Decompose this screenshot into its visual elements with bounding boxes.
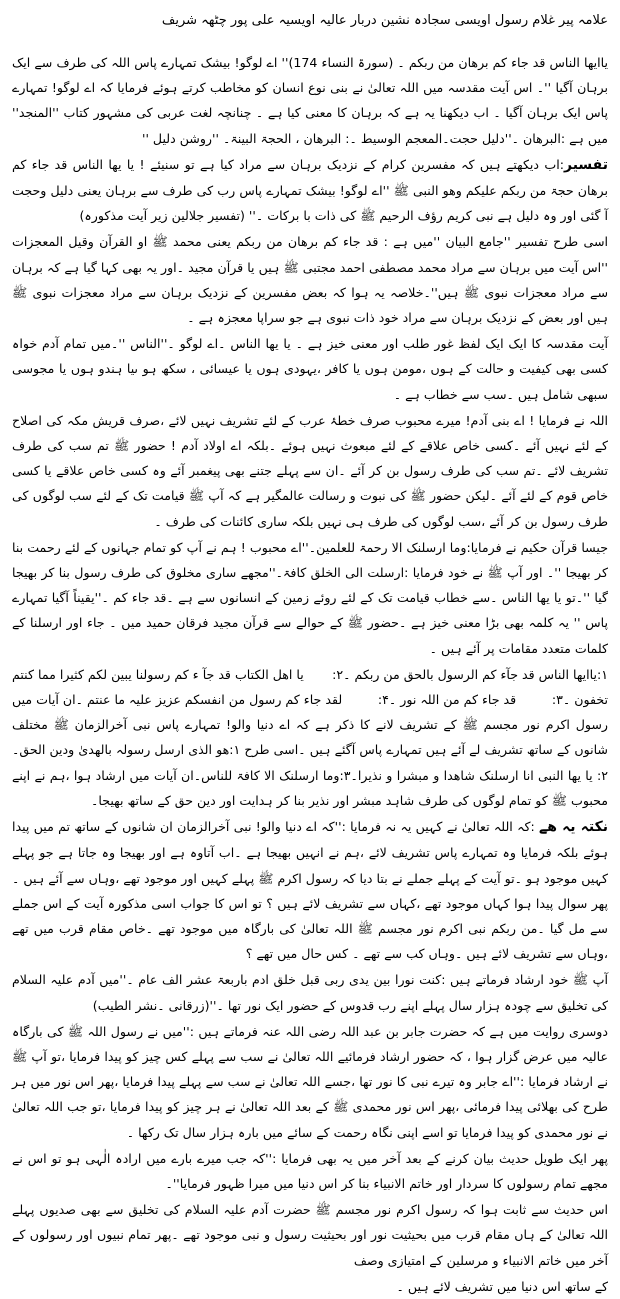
paragraph: تفسیر:اب دیکھتے ہیں کہ مفسرین کرام کے نزدیک برہان سے مراد کیا ہے تو سنیئے ! یا یھا الناس قد جاء کم برھان حجۃ من ربکم علیکم وھو النبی ﷺ ''اے لوگو! بیشک تمہارے پاس رب کی طرف سے برہان یعنی دلیل وحجت آ گئی اور وہ دلیل ہے نبی کریم رؤف الرحیم ﷺ کی ذات با برکات ۔'' (تفسیر جلالین زیر آیت مذکورہ) xyxy=(12,156,608,224)
verse-item: ۱:یاایھا الناس قد جآء کم الرسول بالحق من ربکم ۔۲: xyxy=(332,666,608,682)
paragraph: رسول اکرم نور مجسم ﷺ کے تشریف لانے کا ذکر ہے کہ اے دنیا والو! تمہارے پاس نبی آخرالزمان ﷺ مختلف شانوں کے ساتھ تشریف لے آئے ہیں تمہارے پاس آگئے ہیں ۔اسی طرح ۱:ھو الذی ارسل رسولہ بالھدیٰ ودین الحق۔۲: یا یھا النبی انا ارسلنک شاھدا و مبشرا و نذیرا۔۳:وما ارسلنک الا کافۃ للناس۔ان آیات میں ارشاد ہوا ،ہم نے اپنے محبوب ﷺ کو تمام لوگوں کی طرف شاہد مبشر اور نذیر بنا کر ہدایت اور دین حق کے ساتھ بھیجا۔ xyxy=(12,717,608,808)
paragraph: نکتہ یہ ھے :کہ اللہ تعالیٰ نے کہیں یہ نہ فرمایا :''کہ اے دنیا والو! نبی آخرالزمان ان شانوں کے ساتھ تم میں پیدا ہوئے بلکہ فرمایا وہ تمہارے پاس تشریف لائے ،ہم نے انہیں بھیجا ہے ۔اب آتاوہ ہے اور بھیجا وہ جاتا ہے جو پہلے کہیں موجود ہو ۔تو آیت کے پہلے جملے نے بتا دیا کہ رسول اکرم ﷺ پہلے کہیں اور موجود تھے ،وہاں سے آئے ہیں ۔پھر سوال پیدا ہوا کہاں موجود تھے ،کہاں سے تشریف لائے ہیں ؟ تو اس کا جواب اسی مذکورہ آیت کے اس جملے سے مل گیا ۔من ربکم نبی اکرم نور مجسم ﷺ اللہ تعالیٰ کی بارگاہ میں موجود تھے ۔خاص مقام قرب میں تھے ،وہاں سے تشریف لائے ہیں ۔وہاں کب سے تھے ۔ کس حال میں تھے ؟ xyxy=(12,819,609,962)
verse-item: یا اھل الکتاب قد جآ ء کم رسولنا یبین لکم کثیرا مما کنتم xyxy=(12,666,304,682)
author-heading: علامہ پیر غلام رسول اویسی سجادہ نشین دربار عالیہ اویسیہ علی پور چٹھہ شریف xyxy=(161,13,608,28)
paragraph: پھر ایک طویل حدیث بیان کرنے کے بعد آخر میں یہ بھی فرمایا :''کہ جب میرے بارے میں ارادہ الٰہی ہو تو اس نے مجھے تمام رسولوں کا سردار اور خاتم الانبیاء بنا کر اس دنیا میں میرا ظہور فرمایا''۔ xyxy=(12,1150,608,1191)
paragraph: جیسا قرآن حکیم نے فرمایا:وما ارسلنک الا رحمۃ للعلمین۔''اے محبوب ! ہم نے آپ کو تمام جہانوں کے لئے رحمت بنا کر بھیجا ''۔ اور آپ ﷺ نے خود فرمایا :ارسلت الی الخلق کافۃ۔''مجھے ساری مخلوق کی طرف رسول بنا کر بھیجا گیا ''۔تو یا یھا الناس ۔سے خطاب قیامت تک کے لئے روئے زمین کے انسانوں سے ہے ۔قد جاء کم ۔''یقیناً آگیا تمہارے پاس '' یہ کلمہ بھی بڑا معنی خیز ہے ۔حضور ﷺ کے حوالے سے قرآن مجید فرقان حمید میں ۔ جاء اور ارسلنا کے کلمات متعدد مقامات پر آئے ہیں ۔ xyxy=(12,539,608,656)
verse-list-row xyxy=(12,662,608,687)
verse-list-row xyxy=(12,687,608,712)
paragraph: اس حدیث سے ثابت ہوا کہ رسول اکرم نور مجسم ﷺ حضرت آدم علیہ السلام کی تخلیق سے بھی صدیوں پہلے اللہ تعالیٰ کے ہاں مقام قرب میں بحیثیت نور اور بحیثیت رسول و نبی موجود تھے ۔پھر تمام نبیوں اور رسولوں کے آخر میں خاتم الانبیاء و مرسلین کے امتیازی وصف xyxy=(12,1202,608,1268)
verse-item: تخفون ۔۳: xyxy=(551,692,608,708)
paragraph: اسی طرح تفسیر ''جامع البیان ''میں ہے : قد جاء کم برھان من ربکم یعنی محمد ﷺ او القرآن وقیل المعجزات ''اس آیت میں برہان سے مراد محمد مصطفی احمد مجتبی ﷺ ہیں یا قرآن مجید ۔اور یہ بھی کہا گیا ہے کہ برہان سے مراد معجزات نبوی ﷺ ہیں''۔خلاصہ یہ ہوا کہ بعض مفسرین کے نزدیک برہان سے مراد معجزات نبوی ﷺ ہیں اور بعض کے نزدیک برہان سے مراد خود ذات نبوی ہے جو سراپا معجزہ ہے ۔ xyxy=(12,234,608,326)
paragraph: دوسری روایت میں ہے کہ حضرت جابر بن عبد اللہ رضی اللہ عنہ فرماتے ہیں :''میں نے رسول اللہ ﷺ کی بارگاہ عالیہ میں عرض گزار ہوا ، کہ حضور ارشاد فرمائیے اللہ تعالیٰ نے سب سے پہلے کس چیز کو پیدا فرمایا ،تو آپ ﷺ نے ارشاد فرمایا :''اے جابر وہ تیرے نبی کا نور تھا ،جسے اللہ تعالیٰ نے سب سے پہلے پیدا فرمایا ،پھر اس نور میں ہر طرح کی بھلائی پیدا فرمائی ،پھر اس نور محمدی ﷺ کے بعد اللہ تعالیٰ نے ہر چیز کو پیدا فرمایا ،تو جب اللہ تعالیٰ نے نور محمدی کو پیدا فرمایا تو اسے اپنی نگاہ رحمت کے سائے میں بارہ ہزار سال تک رکھا ۔ xyxy=(12,1023,608,1140)
verse-item: لقد جاء کم رسول من انفسکم عزیز علیہ ما عنتم ۔ان آیات میں xyxy=(12,692,343,708)
paragraph: آپ ﷺ خود ارشاد فرماتے ہیں :کنت نورا بین یدی ربی قبل خلق ادم باربعۃ عشر الف عام ۔''میں آدم علیہ السلام کی تخلیق سے چودہ ہزار سال پہلے اپنے رب قدوس کے حضور ایک نور تھا ۔''(زرقانی ۔نشر الطیب) xyxy=(12,972,608,1013)
partial-line: کے ساتھ اس دنیا میں تشریف لائے ہیں ۔ xyxy=(396,1278,608,1294)
paragraph: اللہ نے فرمایا ! اے بنی آدم! میرے محبوب صرف خطۂ عرب کے لئے تشریف نہیں لائے ،صرف قریش مکہ کی اصلاح کے لئے نہیں آئے ۔کسی خاص علاقے کے لئے مبعوث نہیں ہوئے ۔بلکہ اے اولاد آدم ! حضور ﷺ تم سب کی طرف تشریف لائے ۔تم سب کی طرف رسول بن کر آئے ۔ان سے پہلے جتنے بھی پیغمبر آئے وہ کسی خاص علاقے یا کسی خاص قوم کے لئے آئے ۔لیکن حضور ﷺ کی نبوت و رسالت عالمگیر ہے کہ آپ ﷺ قیامت تک کے لئے سب لوگوں کی طرف رسول بن کر آئے ،سب لوگوں کی طرف ہی نہیں بلکہ ساری کائنات کی طرف ۔ xyxy=(12,412,608,529)
nukta-label: نکتہ یہ ھے xyxy=(539,819,609,836)
verse-item: قد جاء کم من اللہ نور ۔۴: xyxy=(377,692,517,708)
paragraph: آیت مقدسہ کا ایک ایک لفظ غور طلب اور معنی خیز ہے ۔ یا یھا الناس ۔اے لوگو ۔''الناس ''۔میں تمام آدم خواہ کسی بھی کیفیت و حالت کے ہوں ،مومن ہوں یا کافر ،یہودی ہوں یا عیسائی ، سکھ ہو ںیا ہندو ہوں یا مجوسی سبھی شامل ہیں ۔سب سے خطاب ہے ۔ xyxy=(12,336,608,402)
paragraph: یاایھا الناس قد جاء کم برھان من ربکم ۔ (سورۃ النساء 174)'' اے لوگو! بیشک تمہارے پاس اللہ کی طرف سے ایک برہان آگیا ''۔ اس آیت مقدسہ میں اللہ تعالیٰ نے بنی نوع انسان کو مخاطب کرتے ہوئے فرمایا کہ اے لوگو! تمہارے پاس ایک برہان آگیا ۔ اب دیکھنا یہ ہے کہ برہان کا معنی کیا ہے ۔ چنانچہ لغت عربی کی مشہور کتاب ''المنجد'' میں ہے :البرھان ۔''دلیل حجت۔المعجم الوسیط ۔: البرھان ، الحجۃ البینۃ۔ ''روشن دلیل '' xyxy=(12,55,608,146)
tafseer-label: تفسیر xyxy=(563,156,608,173)
